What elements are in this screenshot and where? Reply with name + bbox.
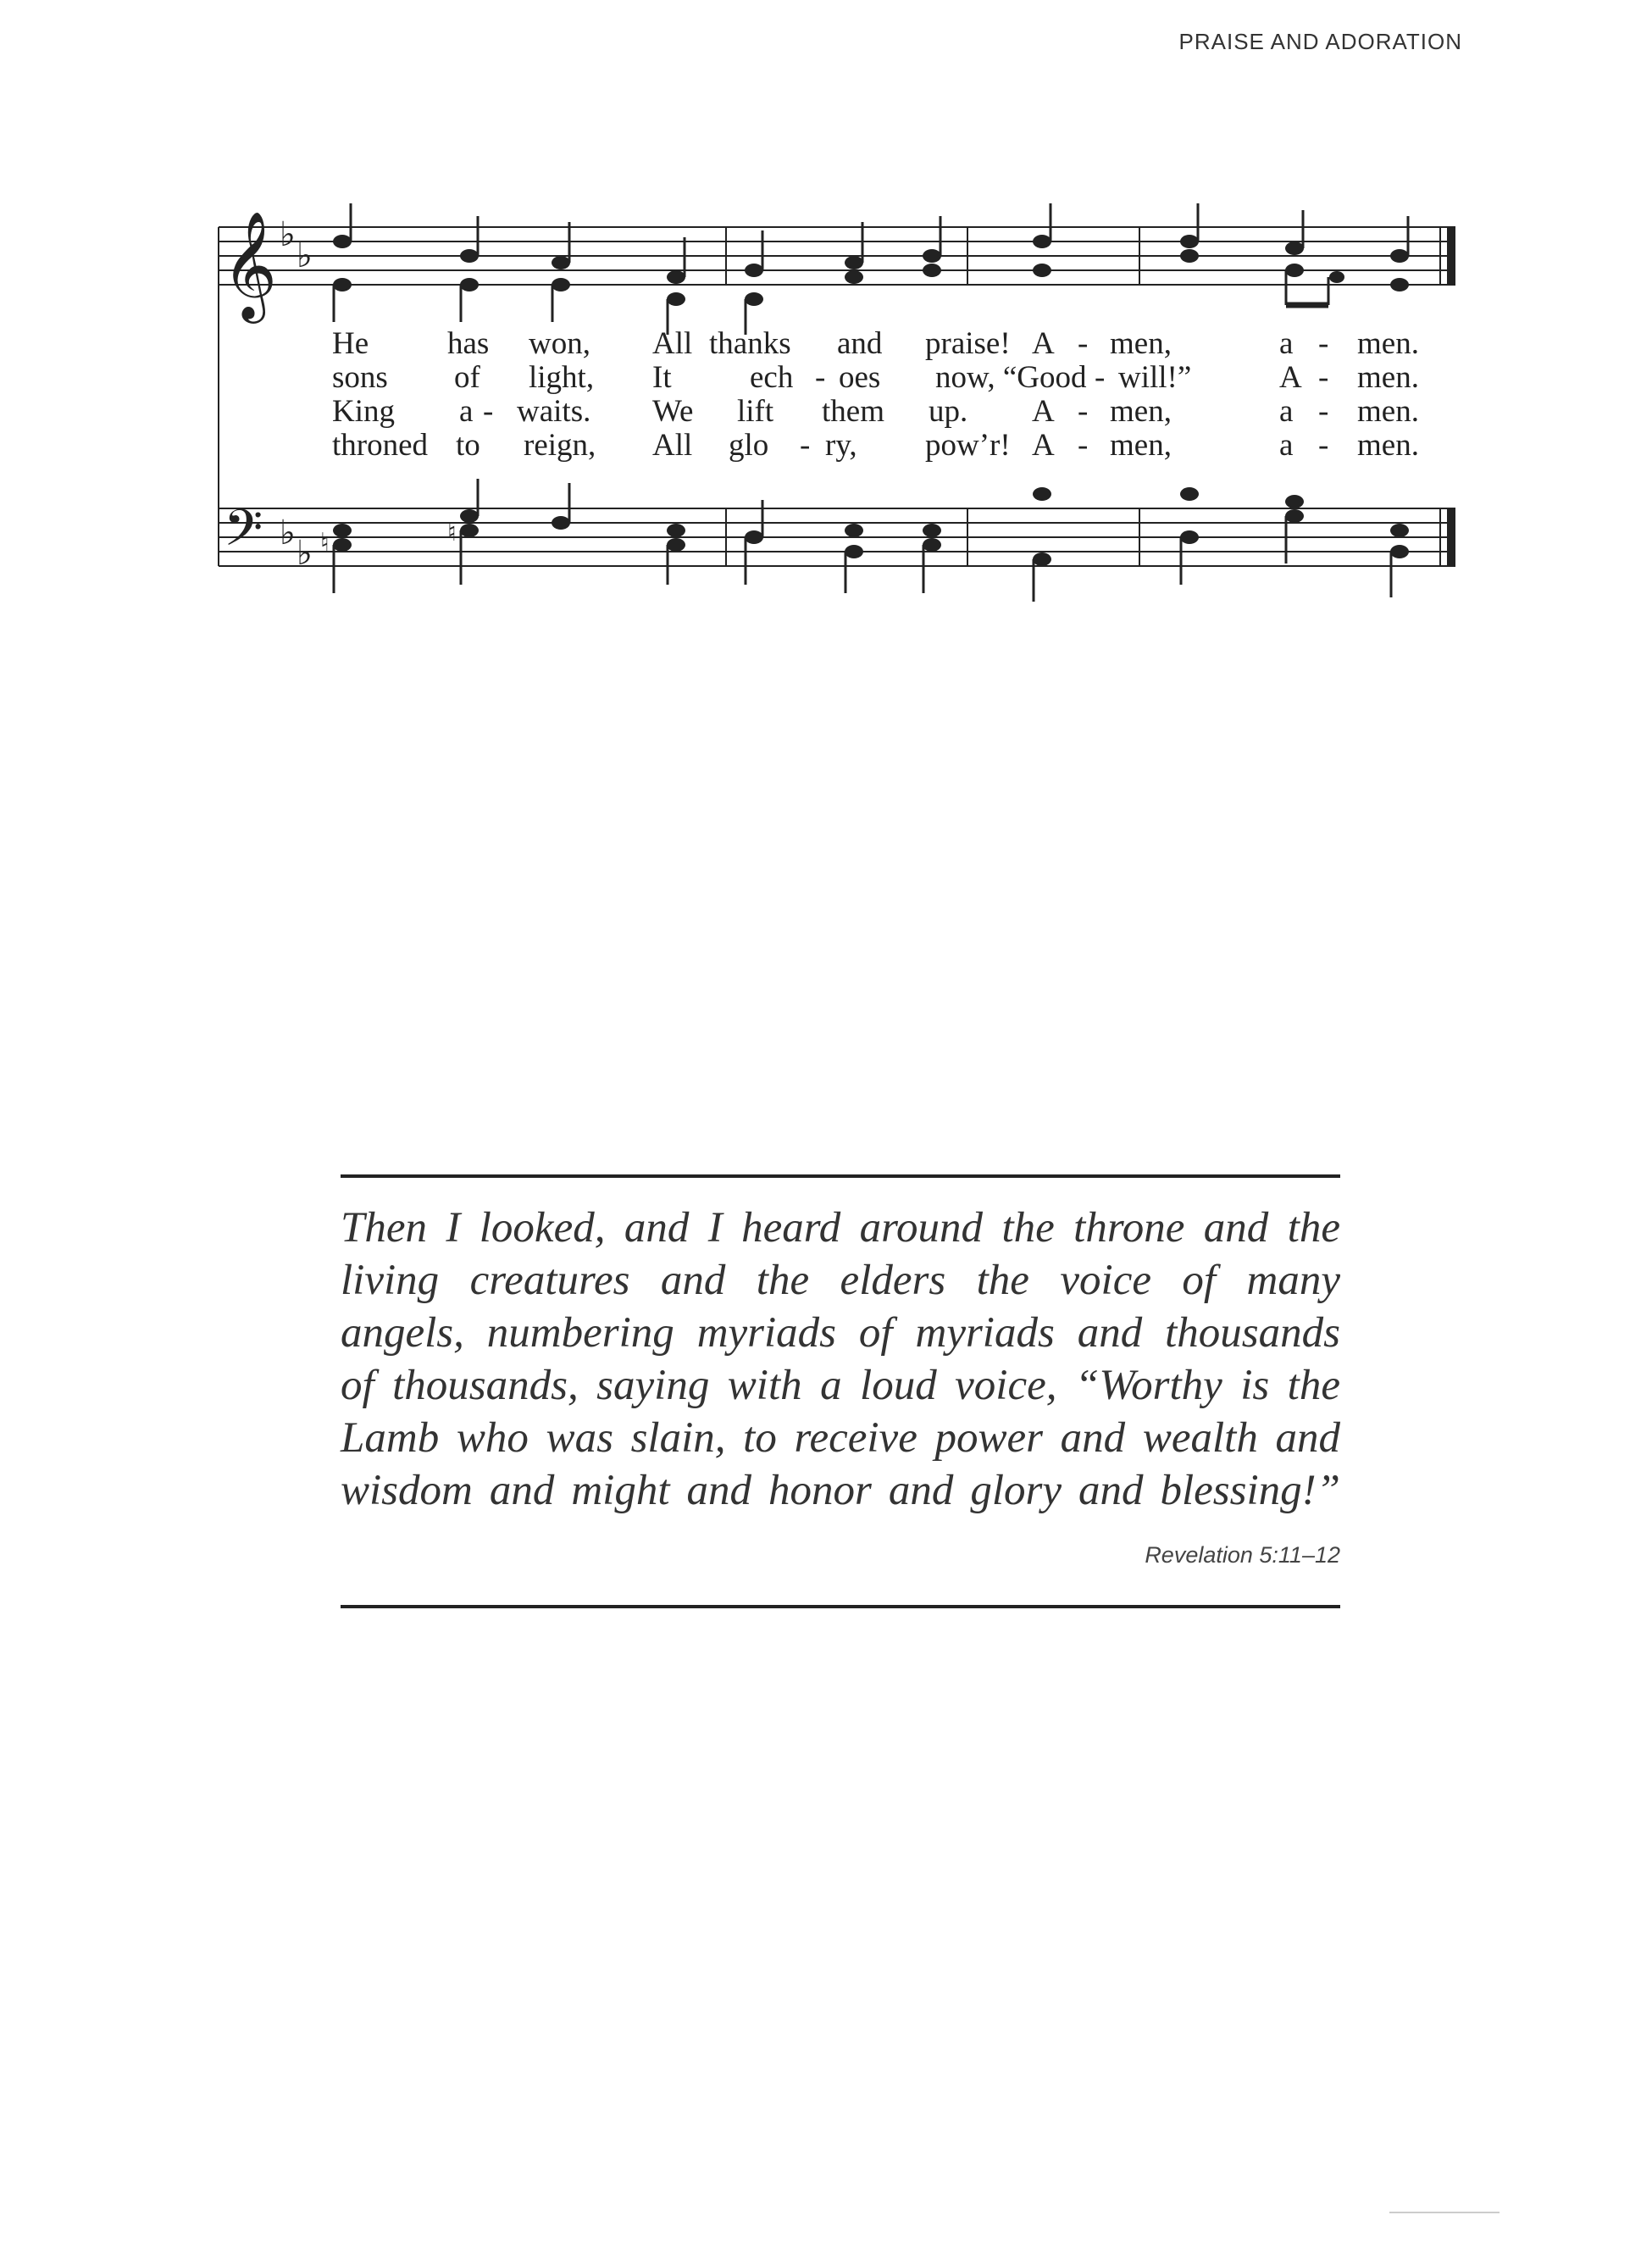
quote-line: Lamb who was slain, to receive power and wealth and: [341, 1414, 1340, 1462]
lyric-syllable: We: [652, 394, 694, 429]
lyric-syllable: -: [483, 394, 494, 429]
lyric-syllable: -: [1318, 428, 1329, 463]
bottom-divider: [341, 1605, 1340, 1608]
lyric-syllable: -: [1318, 360, 1329, 395]
lyric-syllable: He: [332, 326, 369, 361]
lyric-syllable: men.: [1357, 394, 1419, 429]
scripture-quote: [341, 1202, 1340, 1517]
treble-clef-icon: 𝄞: [222, 210, 278, 319]
lyric-syllable: a: [1279, 428, 1294, 463]
lyric-syllable: them: [822, 394, 884, 429]
lyric-syllable: men,: [1110, 326, 1172, 361]
lyric-syllable: light,: [529, 360, 595, 395]
lyric-syllable: lift: [737, 394, 774, 429]
bass-clef-icon: 𝄢: [224, 498, 263, 569]
lyric-syllable: sons: [332, 360, 388, 395]
quote-line: living creatures and the elders the voice of many: [341, 1257, 1340, 1304]
flat-sign: ♭: [280, 215, 296, 254]
natural-sign: ♮: [320, 528, 330, 558]
lyric-syllable: of: [454, 360, 480, 395]
lyric-syllable: -: [815, 360, 826, 395]
lyric-syllable: A: [1032, 394, 1055, 429]
lyric-syllable: a: [1279, 326, 1294, 361]
lyric-syllable: a: [1279, 394, 1294, 429]
natural-sign: ♮: [447, 518, 457, 547]
lyric-syllable: won,: [529, 326, 590, 361]
lyric-syllable: -: [1078, 428, 1089, 463]
lyric-syllable: men.: [1357, 326, 1419, 361]
lyric-syllable: a: [459, 394, 474, 429]
lyric-syllable: ech: [750, 360, 794, 395]
lyric-syllable: A: [1032, 326, 1055, 361]
lyric-syllable: pow’r!: [925, 428, 1011, 463]
lyric-syllable: -: [1318, 326, 1329, 361]
lyric-syllable: ry,: [825, 428, 857, 463]
lyric-syllable: throned: [332, 428, 429, 463]
lyric-syllable: will!”: [1118, 360, 1192, 395]
lyric-syllable: A: [1279, 360, 1302, 395]
lyric-syllable: waits.: [517, 394, 591, 429]
lyric-syllable: -: [1095, 360, 1106, 395]
lyric-syllable: reign,: [524, 428, 596, 463]
lyric-syllable: A: [1032, 428, 1055, 463]
quote-line: wisdom and might and honor and glory and blessing!”: [341, 1467, 1340, 1514]
bass-staff: [0, 0, 1652, 610]
lyric-syllable: glo: [729, 428, 769, 463]
flat-sign: ♭: [280, 514, 296, 552]
lyric-syllable: -: [800, 428, 811, 463]
lyric-syllable: oes: [839, 360, 881, 395]
scripture-citation: Revelation 5:11–12: [1145, 1542, 1340, 1568]
lyric-syllable: thanks: [709, 326, 791, 361]
lyric-syllable: -: [1078, 394, 1089, 429]
flat-sign: ♭: [297, 236, 313, 275]
lyric-syllable: -: [1318, 394, 1329, 429]
lyric-syllable: men.: [1357, 428, 1419, 463]
lyric-syllable: has: [447, 326, 490, 361]
top-divider: [341, 1174, 1340, 1178]
lyric-syllable: up.: [929, 394, 968, 429]
lyric-syllable: It: [652, 360, 672, 395]
quote-line: Then I looked, and I heard around the throne and the: [341, 1204, 1340, 1252]
quote-line: of thousands, saying with a loud voice, “Worthy is the: [341, 1362, 1340, 1409]
lyric-syllable: praise!: [925, 326, 1011, 361]
flat-sign: ♭: [297, 534, 313, 573]
quote-line: angels, numbering myriads of myriads and thousands: [341, 1309, 1340, 1357]
lyric-syllable: men.: [1357, 360, 1419, 395]
lyric-syllable: men,: [1110, 428, 1172, 463]
footer-mark: [1389, 2212, 1500, 2213]
lyric-syllable: men,: [1110, 394, 1172, 429]
lyric-syllable: King: [332, 394, 395, 429]
lyric-syllable: and: [837, 326, 883, 361]
lyric-syllable: All: [652, 428, 693, 463]
lyric-syllable: All: [652, 326, 693, 361]
lyric-syllable: -: [1078, 326, 1089, 361]
lyric-syllable: to: [456, 428, 480, 463]
section-title: PRAISE AND ADORATION: [1178, 29, 1462, 54]
lyric-syllable: now, “Good: [935, 360, 1087, 395]
